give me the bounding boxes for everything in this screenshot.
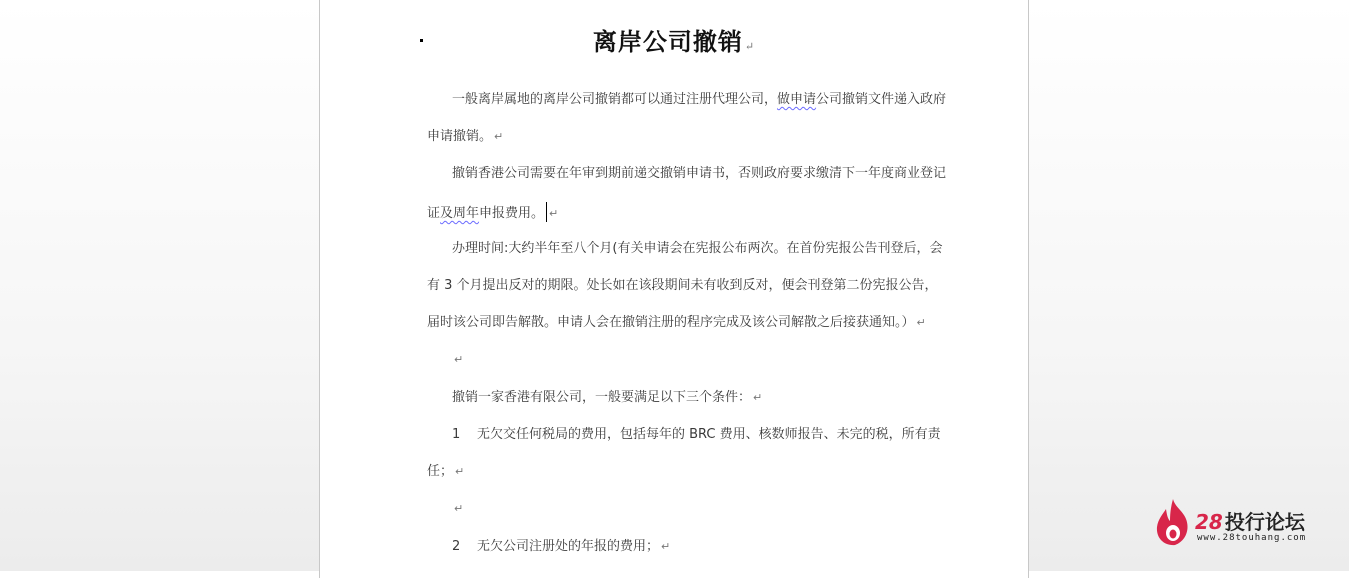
line-text: 撤销香港公司需要在年审到期前递交撤销申请书，否则政府要求缴清下一年度商业登记 <box>452 166 947 181</box>
line-text: 一般离岸属地的离岸公司撤销都可以通过注册代理公司， <box>452 92 778 107</box>
list-number: 1 <box>452 427 461 442</box>
line-text: 任； <box>427 464 454 479</box>
watermark-url: www.28touhang.com <box>1197 533 1307 543</box>
line-text: 撤销一家香港有限公司，一般要满足以下三个条件： <box>452 390 752 405</box>
list-item-line[interactable] <box>427 426 952 444</box>
line-text: 届时该公司即告解散。申请人会在撤销注册的程序完成及该公司解散之后接获通知。） <box>427 315 915 330</box>
paragraph-mark: ↵ <box>744 40 756 53</box>
paragraph-mark: ↵ <box>455 465 465 478</box>
line-text: 证 <box>427 206 441 221</box>
line-text: 公司撤销文件递入政府 <box>816 92 947 107</box>
title-text: 离岸公司撤销 <box>592 27 743 56</box>
paragraph-mark: ↵ <box>549 207 559 220</box>
line-text: 有 3 个月提出反对的期限。处长如在该段期间未有收到反对，便会刊登第二份宪报公告， <box>427 278 938 293</box>
empty-paragraph[interactable] <box>427 500 952 518</box>
line-text: 申请撤销。 <box>427 129 493 144</box>
spellcheck-flagged-text: 做申请 <box>777 92 817 107</box>
flame-icon <box>1155 498 1191 546</box>
empty-paragraph[interactable] <box>427 351 952 369</box>
paragraph-line[interactable] <box>427 165 952 183</box>
paragraph-mark: ↵ <box>753 391 763 404</box>
paragraph-mark: ↵ <box>916 316 926 329</box>
line-text: 申报费用。 <box>479 206 545 221</box>
paragraph-line[interactable] <box>427 314 927 332</box>
site-watermark-logo <box>1155 498 1325 548</box>
paragraph-line[interactable] <box>427 240 952 258</box>
list-item-line[interactable] <box>427 538 952 556</box>
paragraph-line[interactable] <box>427 202 927 223</box>
line-text: 无欠公司注册处的年报的费用； <box>477 539 660 554</box>
document-page[interactable] <box>319 0 1029 578</box>
list-number: 2 <box>452 539 461 554</box>
paragraph-line[interactable] <box>427 277 938 295</box>
text-cursor <box>546 202 547 222</box>
paragraph-mark: ↵ <box>454 353 464 366</box>
line-text: 办理时间:大约半年至八个月(有关申请会在宪报公布两次。在首份宪报公告刊登后，会 <box>452 241 943 256</box>
paragraph-mark: ↵ <box>494 130 504 143</box>
paragraph-line[interactable] <box>427 128 927 146</box>
list-item-line[interactable] <box>427 463 927 481</box>
watermark-name: 投行论坛 <box>1224 510 1305 534</box>
watermark-number: 28 <box>1195 510 1223 534</box>
paragraph-mark: ↵ <box>454 502 464 515</box>
line-text: 无欠交任何税局的费用，包括每年的 BRC 费用、核数师报告、未完的税，所有责 <box>477 427 941 442</box>
document-title[interactable] <box>320 22 1028 57</box>
paragraph-line[interactable] <box>427 91 952 109</box>
paragraph-line[interactable] <box>427 389 952 407</box>
paragraph-mark: ↵ <box>661 540 671 553</box>
watermark-brand <box>1195 506 1305 535</box>
spellcheck-flagged-text: 及周年 <box>440 206 480 221</box>
